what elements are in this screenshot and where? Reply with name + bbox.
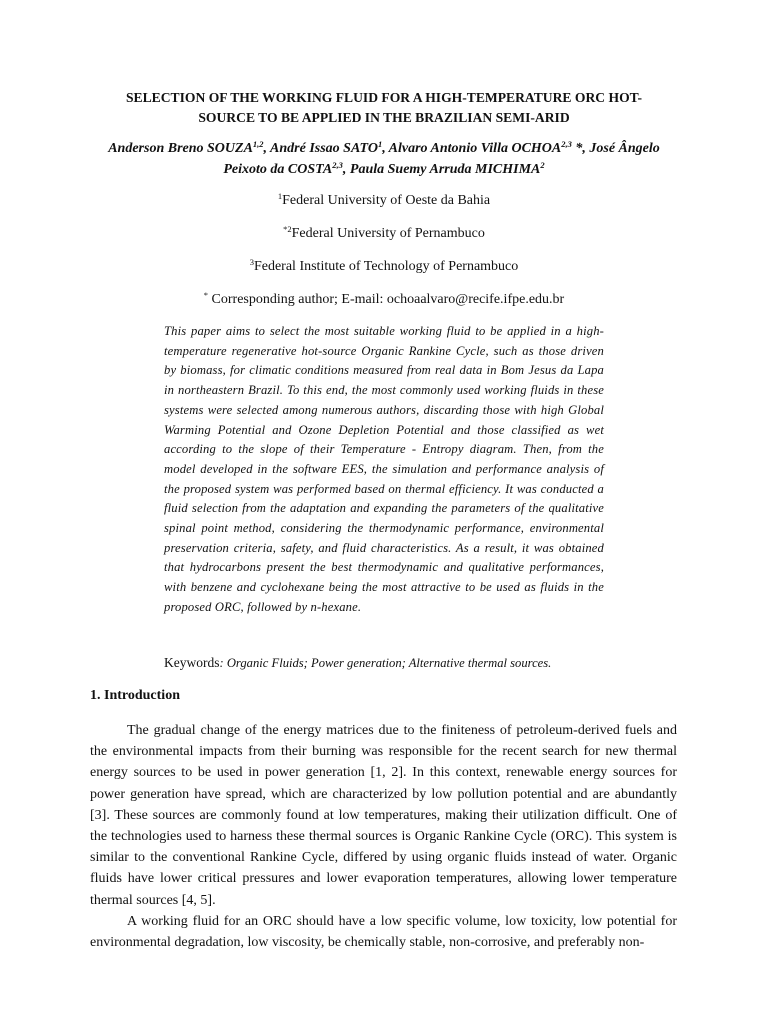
author-affiliation-marker: 2,3 <box>561 139 572 149</box>
paper-title <box>96 88 672 128</box>
affiliation-text: Federal Institute of Technology of Pernambuco <box>253 259 519 274</box>
body-paragraph: The gradual change of the energy matrices due to the finiteness of petroleum-derived fuels and the environmental impacts from their burning was responsible for the recent search for new thermal energy sources to be used in power generation [1, 2]. In this context, renewable energy sources for power generation have spread, which are characterized by low pollution potential and are abundantly [3]. These sources are commonly found at low temperatures, making their utilization difficult. One of the technologies used to harness these thermal sources is Organic Rankine Cycle (ORC). This system is similar to the conventional Rankine Cycle, differed by using organic fluids instead of water. Organic fluids have lower critical pressures and lower evaporation temperatures, allowing lower temperature thermal sources [4, 5]. <box>90 723 677 908</box>
affiliation-2 <box>0 225 768 243</box>
author-separator: , <box>382 141 389 156</box>
author-name: Anderson Breno SOUZA <box>108 141 253 156</box>
author-name: Paula Suemy Arruda MICHIMA <box>349 162 541 177</box>
keywords <box>164 654 624 672</box>
title-line-2: SOURCE TO BE APPLIED IN THE BRAZILIAN SEMI-ARID <box>198 110 570 125</box>
keywords-list: : Organic Fluids; Power generation; Alternative thermal sources. <box>219 656 552 670</box>
author-separator: , <box>342 162 350 177</box>
abstract: This paper aims to select the most suitable working fluid to be applied in a high-temperature regenerative hot-source Organic Rankine Cycle, such as those driven by biomass, for climatic conditions measured from real data in Bom Jesus da Lapa in northeastern Brazil. To this end, the most commonly used working fluids in these systems were selected among numerous authors, discarding those with high Global Warming Potential and Ozone Depletion Potential and those classified as wet according to the slope of their Temperature - Entropy diagram. Then, from the model developed in the software EES, the simulation and performance analysis of the proposed system was performed based on thermal efficiency. It was conducted a fluid selection from the adaptation and expanding the parameters of the qualitative spinal point method, considering the thermodynamic performance, environmental preservation criteria, safety, and fluid characteristics. As a result, it was obtained that hydrocarbons present the best thermodynamic and qualitative performances, with benzene and cyclohexane being the most attractive to be used as fluids in the proposed ORC, followed by n-hexane. <box>164 324 604 614</box>
author-affiliation-marker: 1,2 <box>252 139 264 149</box>
affiliation-marker: 3 <box>249 257 254 267</box>
affiliation-marker: 1 <box>277 191 283 201</box>
affiliation-marker: *2 <box>283 224 292 234</box>
author-affiliation-marker: 2 <box>540 160 545 170</box>
affiliation-text: Federal University of Pernambuco <box>291 226 485 241</box>
section-body <box>90 720 677 953</box>
keywords-label: Keywords <box>164 655 220 670</box>
body-paragraph: A working fluid for an ORC should have a low specific volume, low toxicity, low potential for environmental degradation, low viscosity, be chemically stable, non-corrosive, and preferably non- <box>90 913 677 951</box>
affiliation-1 <box>0 192 768 210</box>
corresponding-author-text: Corresponding author; E-mail: ochoaalvaro@recife.ifpe.edu.br <box>208 292 565 307</box>
affiliation-text: Federal University of Oeste da Bahia <box>282 193 491 208</box>
author-separator: , <box>263 141 271 156</box>
author-name: José Ângelo Peixoto da COSTA <box>223 141 660 177</box>
author-affiliation-marker: 2,3 <box>332 160 343 170</box>
corresponding-author <box>0 291 768 309</box>
title-line-1: SELECTION OF THE WORKING FLUID FOR A HIGH-TEMPERATURE ORC HOT- <box>125 90 642 105</box>
author-separator: *, <box>571 141 590 156</box>
section-heading: 1. Introduction <box>90 688 180 703</box>
author-name: Alvaro Antonio Villa OCHOA <box>388 141 562 156</box>
author-list <box>90 138 678 180</box>
affiliation-3 <box>0 258 768 276</box>
corresponding-marker: * <box>203 290 209 300</box>
author-affiliation-marker: 1 <box>377 139 383 149</box>
author-name: André Issao SATO <box>270 141 378 156</box>
